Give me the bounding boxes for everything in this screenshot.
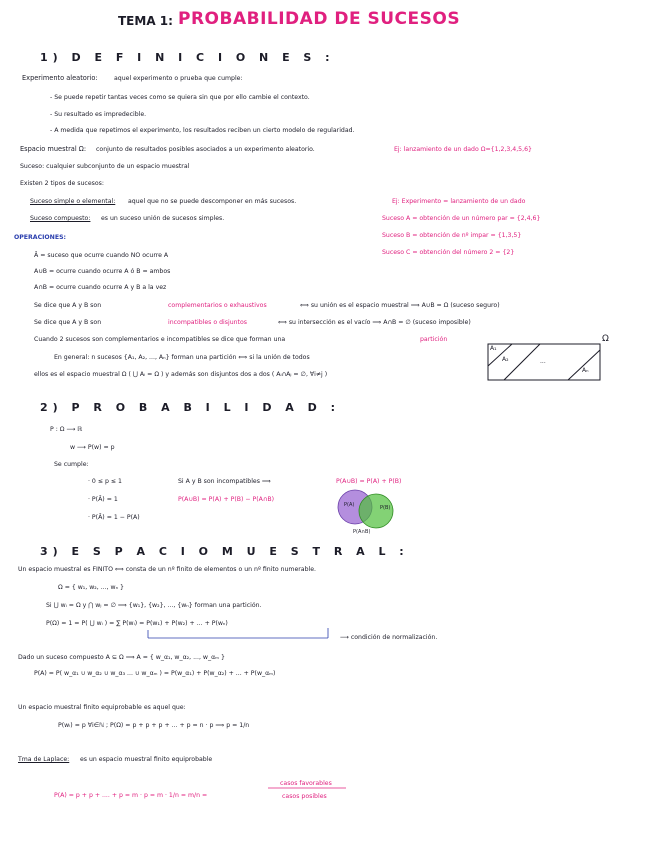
laplace-formula: P(A) = p + p + .... + p = m · p = m · 1/n = m/n =	[54, 792, 208, 799]
partition-line: Si ⋃ wᵢ = Ω y ⋂ wⱼ = ∅ ⟹ {w₁}, {w₂}, ..., {wₙ} forman una partición.	[46, 602, 262, 609]
diagram-dots: ...	[540, 358, 546, 365]
diagram-omega: Ω	[602, 334, 609, 344]
rule-3: · P(Ā) = 1 − P(A)	[88, 514, 140, 521]
equiprobable-formula: P(wᵢ) = p ∀i∈ℕ ; P(Ω) = p + p + p + ... + p = n · p ⟹ p = 1/n	[58, 722, 250, 729]
op-intersection: A∩B = ocurre cuando ocurre A y B a la vez	[34, 284, 167, 291]
general-line-1: En general: n sucesos {A₁, A₂, ..., Aₙ} forman una partición ⟺ si la unión de todos	[54, 354, 310, 361]
espacio-example: Ej: lanzamiento de un dado Ω={1,2,3,4,5,6}	[394, 146, 532, 153]
exp-label: Experimento aleatorio:	[22, 74, 98, 82]
section-3-heading: 3) E S P A C I O M U E S T R A L :	[40, 545, 409, 558]
simple-label: Suceso simple o elemental:	[30, 198, 116, 205]
example-a: Suceso A = obtención de un número par = {2,4,6}	[382, 215, 541, 222]
partition-word: partición	[420, 336, 448, 343]
diagram-an: Aₙ	[582, 367, 589, 374]
section-2-heading: 2) P R O B A B I L I D A D :	[40, 401, 340, 414]
operaciones-label: OPERACIONES:	[14, 234, 67, 241]
bullet-3: - A medida que repetimos el experimento, los resultados reciben un cierto modelo de regularidad.	[50, 127, 355, 134]
rule-1: · 0 ≤ p ≤ 1	[88, 478, 122, 485]
partition-text: Cuando 2 sucesos son complementarios e incompatibles se dice que forman una	[34, 336, 286, 343]
incompatible-c: ⟺ su intersección es el vacío ⟹ A∩B = ∅ (suceso imposible)	[278, 319, 471, 326]
compuesto-label: Suceso compuesto:	[30, 215, 91, 222]
complementary-b: complementarios o exhaustivos	[168, 302, 267, 309]
bullet-2: - Su resultado es impredecible.	[50, 111, 147, 118]
rule-2: · P(Ā) = 1	[88, 496, 118, 503]
page-title: PROBABILIDAD DE SUCESOS	[178, 9, 461, 29]
example-b: Suceso B = obtención de nº impar = {1,3,5}	[382, 232, 522, 239]
diagram-a2: A₂	[502, 356, 509, 363]
compuesto-text: es un suceso unión de sucesos simples.	[101, 215, 225, 222]
venn-label-inter: P(A∩B)	[353, 529, 371, 535]
espacio-text: conjunto de resultados posibles asociados a un experimento aleatorio.	[96, 146, 315, 153]
example-c: Suceso C = obtención del número 2 = {2}	[382, 249, 515, 256]
section-1-heading: 1) D E F I N I C I O N E S :	[40, 51, 335, 64]
se-cumple: Se cumple:	[54, 461, 89, 468]
incompatible-text: Si A y B son incompatibles ⟹	[178, 478, 271, 485]
exp-text: aquel experimento o prueba que cumple:	[114, 75, 243, 82]
incompatible-b: incompatibles o disjuntos	[168, 319, 247, 326]
diagram-a1: A₁	[490, 345, 497, 352]
op-complement: Ā = suceso que ocurre cuando NO ocurre A	[34, 252, 169, 259]
finite-def: Un espacio muestral es FINITO ⟺ consta de un nº finito de elementos o un nº finito numerable.	[18, 566, 317, 573]
normalization-formula: P(Ω) = 1 = P( ⋃ wᵢ ) = ∑ P(wᵢ) = P(w₁) + P(w₂) + ... + P(wₙ)	[46, 620, 228, 627]
complementary-c: ⟺ su unión es el espacio muestral ⟹ A∪B = Ω (suceso seguro)	[300, 302, 500, 309]
map-line-1: P : Ω ⟶ ℝ	[50, 426, 83, 433]
laplace-denominator: casos posibles	[282, 793, 327, 800]
equiprobable-def: Un espacio muestral finito equiprobable es aquel que:	[18, 704, 186, 711]
normalization-note: ⟶ condición de normalización.	[340, 634, 438, 641]
compound-line: Dado un suceso compuesto A ⊆ Ω ⟹ A = { w_α₁, w_α₂, ..., w_αₘ }	[18, 654, 225, 661]
op-union: A∪B = ocurre cuando ocurre A ó B = ambos	[34, 268, 171, 275]
laplace-label: Tma de Laplace:	[18, 756, 70, 763]
complementary-a: Se dice que A y B son	[34, 302, 102, 309]
incompatible-formula: P(A∪B) = P(A) + P(B)	[336, 478, 402, 485]
title-prefix: TEMA 1:	[118, 14, 173, 28]
suceso-def: Suceso: cualquier subconjunto de un espacio muestral	[20, 163, 190, 170]
compound-prob: P(A) = P( w_α₁ ∪ w_α₂ ∪ w_α₃ ... ∪ w_αₘ ) = P(w_α₁) + P(w_α₂) + ... + P(w_αₘ)	[34, 670, 276, 677]
tipos-sucesos: Existen 2 tipos de sucesos:	[20, 180, 104, 187]
incompatible-a: Se dice que A y B son	[34, 319, 102, 326]
map-line-2: w ⟶ P(w) = p	[70, 444, 115, 451]
venn-label-a: P(A)	[344, 502, 355, 508]
omega-set: Ω = { w₁, w₂, ..., wₙ }	[58, 584, 124, 591]
bullet-1: - Se puede repetir tantas veces como se quiera sin que por ello cambie el contexto.	[50, 94, 310, 101]
general-formula: P(A∪B) = P(A) + P(B) − P(A∩B)	[178, 496, 275, 503]
laplace-text: es un espacio muestral finito equiprobable	[80, 756, 213, 763]
general-line-2: ellos es el espacio muestral Ω ( ⋃ Aᵢ = Ω ) y además son disjuntos dos a dos ( Aᵢ∩Aⱼ = ∅, ∀i≠j )	[34, 371, 328, 378]
simple-text: aquel que no se puede descomponer en más sucesos.	[128, 198, 297, 205]
simple-example: Ej: Experimento = lanzamiento de un dado	[392, 198, 526, 205]
venn-label-b: P(B)	[380, 505, 391, 511]
espacio-label: Espacio muestral Ω:	[20, 145, 87, 153]
laplace-numerator: casos favorables	[280, 780, 332, 787]
